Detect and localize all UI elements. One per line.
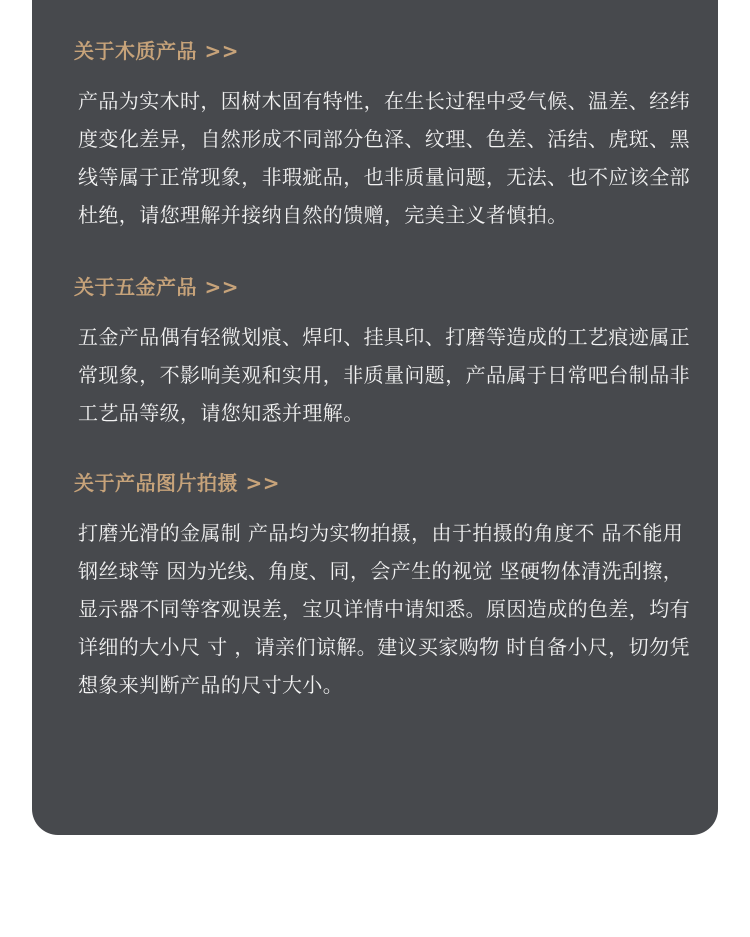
product-photo-section xyxy=(74,470,699,704)
hardware-products-section xyxy=(74,274,699,432)
wood-products-section xyxy=(74,38,699,234)
product-photo-text: 打磨光滑的金属制 产品均为实物拍摄，由于拍摄的角度不 品不能用钢丝球等 因为光线、角度、同，会产生的视觉 坚硬物体清洗刮擦，显示器不同等客观误差，宝贝详情中请知悉。原因造成的色差，均有详细的大小尺 寸 ，请亲们谅解。建议买家购物 时自备小尺，切勿凭想象来判断产品的尺寸大小。 xyxy=(78,521,690,697)
product-photo-heading: 关于产品图片拍摄 >> xyxy=(74,471,280,495)
wood-products-heading: 关于木质产品 >> xyxy=(74,39,239,63)
wood-products-text: 产品为实木时，因树木固有特性，在生长过程中受气候、温差、经纬度变化差异，自然形成不同部分色泽、纹理、色差、活结、虎斑、黑线等属于正常现象，非瑕疵品，也非质量问题，无法、也不应该全部杜绝，请您理解并接纳自然的馈赠，完美主义者慎拍。 xyxy=(78,89,690,227)
hardware-products-heading: 关于五金产品 >> xyxy=(74,275,239,299)
hardware-products-text: 五金产品偶有轻微划痕、焊印、挂具印、打磨等造成的工艺痕迹属正常现象，不影响美观和实用，非质量问题，产品属于日常吧台制品非工艺品等级，请您知悉并理解。 xyxy=(78,325,690,425)
